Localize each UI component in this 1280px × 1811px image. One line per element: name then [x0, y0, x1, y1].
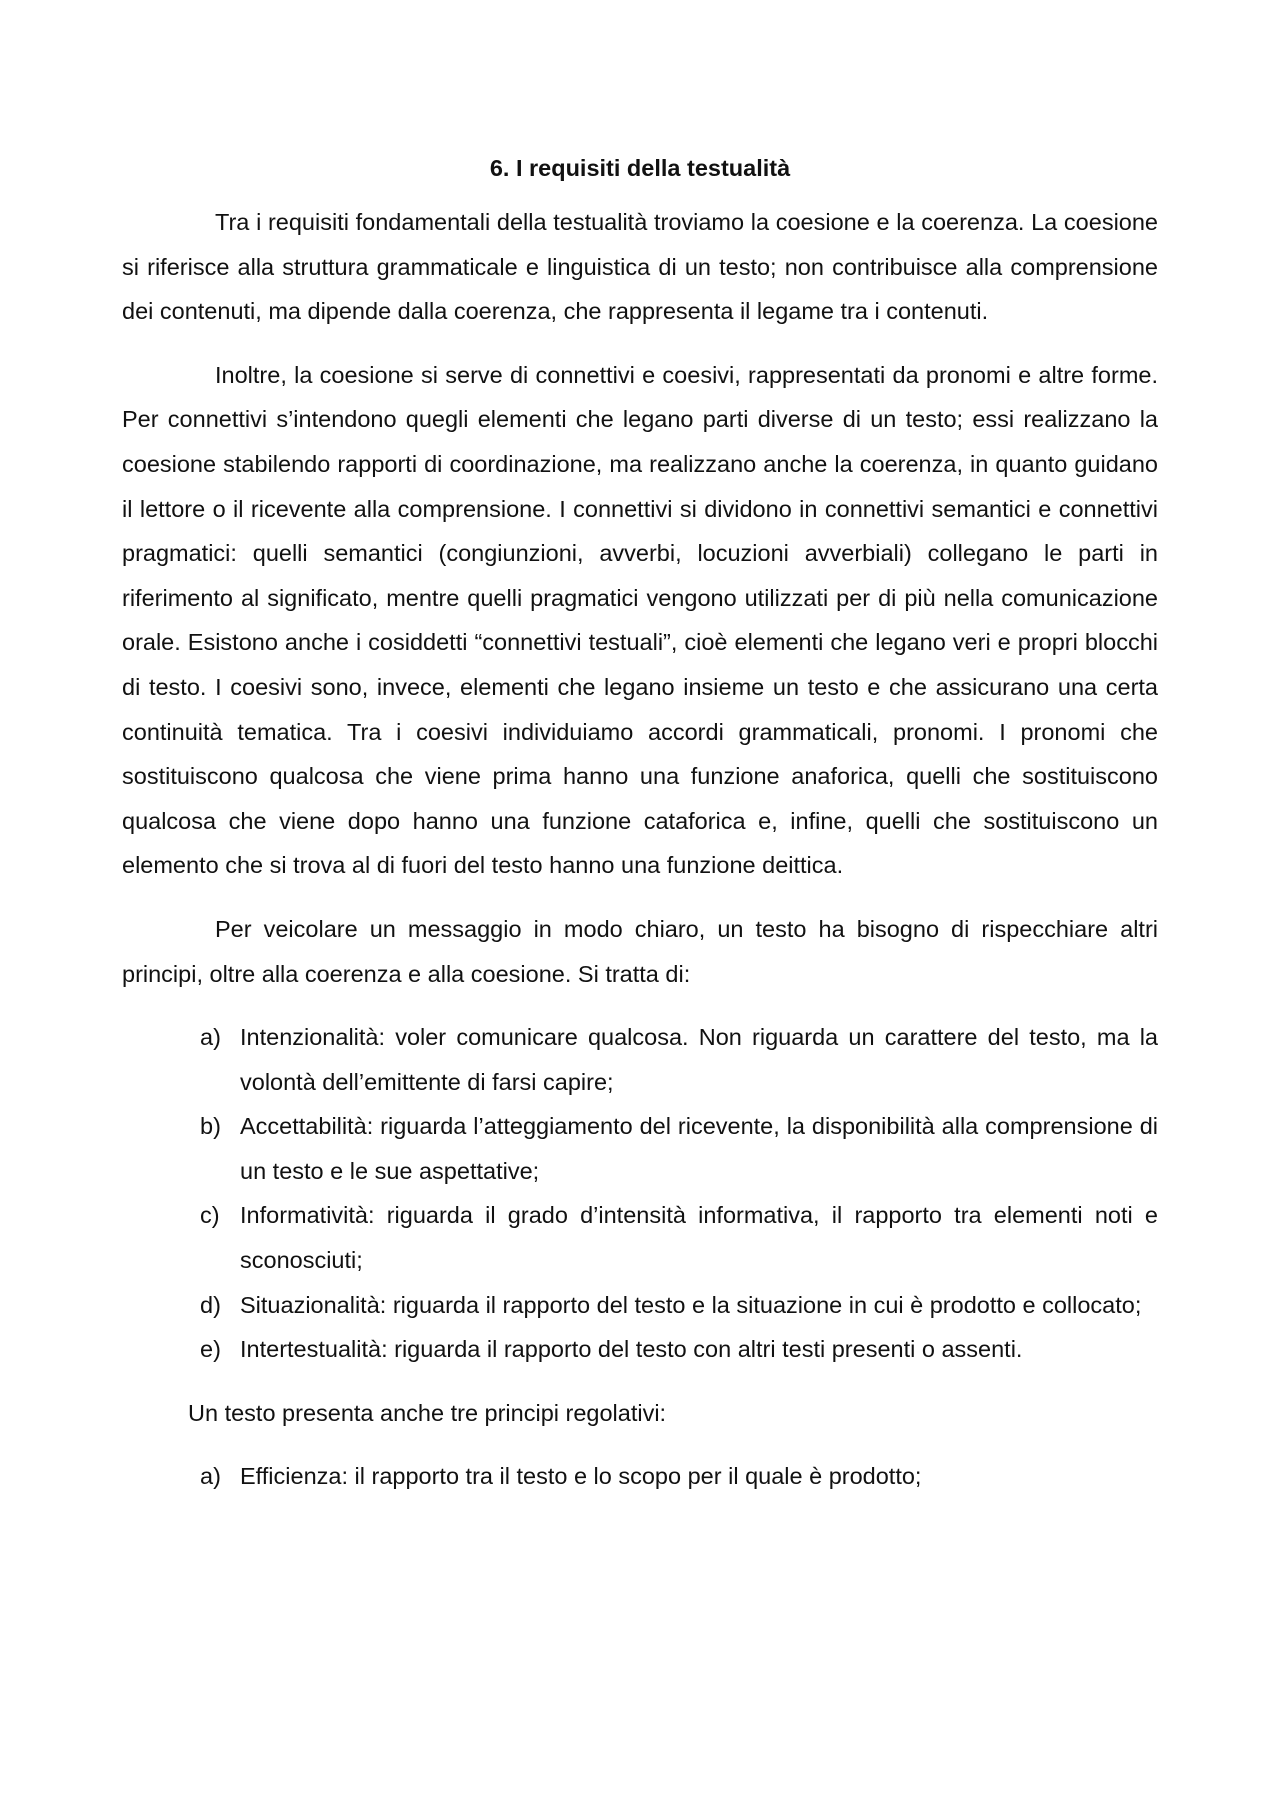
- list-marker: c): [200, 1202, 220, 1229]
- paragraph-cohesion-coherence: Tra i requisiti fondamentali della testualità troviamo la coesione e la coerenza. La coesione si riferisce alla struttura grammaticale e linguistica di un testo; non contribuisce alla comprensione dei contenuti, ma dipende dalla coerenza, che rappresenta il legame tra i contenuti.: [122, 209, 1158, 325]
- list-item: [122, 1104, 1158, 1193]
- list-marker: e): [200, 1336, 221, 1363]
- list-item-text: Efficienza: il rapporto tra il testo e lo scopo per il quale è prodotto;: [240, 1463, 922, 1490]
- paragraph-connectives: Inoltre, la coesione si serve di connettivi e coesivi, rappresentati da pronomi e altre forme. Per connettivi s’intendono quegli elementi che legano parti diverse di un testo; essi realizzano la coesione stabilendo rapporti di coordinazione, ma realizzano anche la coerenza, in quanto guidano il lettore o il ricevente alla comprensione. I connettivi si dividono in connettivi semantici e connettivi pragmatici: quelli semantici (congiunzioni, avverbi, locuzioni avverbiali) collegano le parti in riferimento al significato, mentre quelli pragmatici vengono utilizzati per di più nella comunicazione orale. Esistono anche i cosiddetti “connettivi testuali”, cioè elementi che legano veri e propri blocchi di testo. I coesivi sono, invece, elementi che legano insieme un testo e che assicurano una certa continuità tematica. Tra i coesivi individuiamo accordi grammaticali, pronomi. I pronomi che sostituiscono qualcosa che viene prima hanno una funzione anaforica, quelli che sostituiscono qualcosa che viene dopo hanno una funzione cataforica e, infine, quelli che sostituiscono un elemento che si trova al di fuori del testo hanno una funzione deittica.: [122, 361, 1158, 879]
- list-marker: b): [200, 1113, 221, 1140]
- list-item: [122, 1327, 1158, 1372]
- list-item-text: Situazionalità: riguarda il rapporto del testo e la situazione in cui è prodotto e collocato;: [240, 1291, 1142, 1318]
- paragraph-other-principles: Per veicolare un messaggio in modo chiaro, un testo ha bisogno di rispecchiare altri principi, oltre alla coerenza e alla coesione. Si tratta di:: [122, 915, 1158, 987]
- list-item: [122, 1193, 1158, 1282]
- list-item-text: Accettabilità: riguarda l’atteggiamento del ricevente, la disponibilità alla comprensione di un testo e le sue aspettative;: [240, 1113, 1158, 1184]
- principles-list: [122, 1015, 1158, 1372]
- list-marker: a): [200, 1463, 221, 1490]
- regulative-list: [122, 1454, 1158, 1499]
- list-item-text: Informatività: riguarda il grado d’intensità informativa, il rapporto tra elementi noti e sconosciuti;: [240, 1202, 1158, 1274]
- list-item-text: Intertestualità: riguarda il rapporto del testo con altri testi presenti o assenti.: [240, 1336, 1023, 1363]
- regulative-intro: Un testo presenta anche tre principi regolativi:: [188, 1399, 667, 1426]
- list-item: [122, 1454, 1158, 1499]
- list-marker: d): [200, 1291, 221, 1318]
- list-item: [122, 1015, 1158, 1104]
- document-page: [122, 150, 1158, 1518]
- list-marker: a): [200, 1024, 221, 1051]
- section-title: 6. I requisiti della testualità: [489, 155, 791, 181]
- list-item-text: Intenzionalità: voler comunicare qualcosa. Non riguarda un carattere del testo, ma la volontà dell’emittente di farsi capire;: [240, 1024, 1158, 1095]
- list-item: [122, 1283, 1158, 1328]
